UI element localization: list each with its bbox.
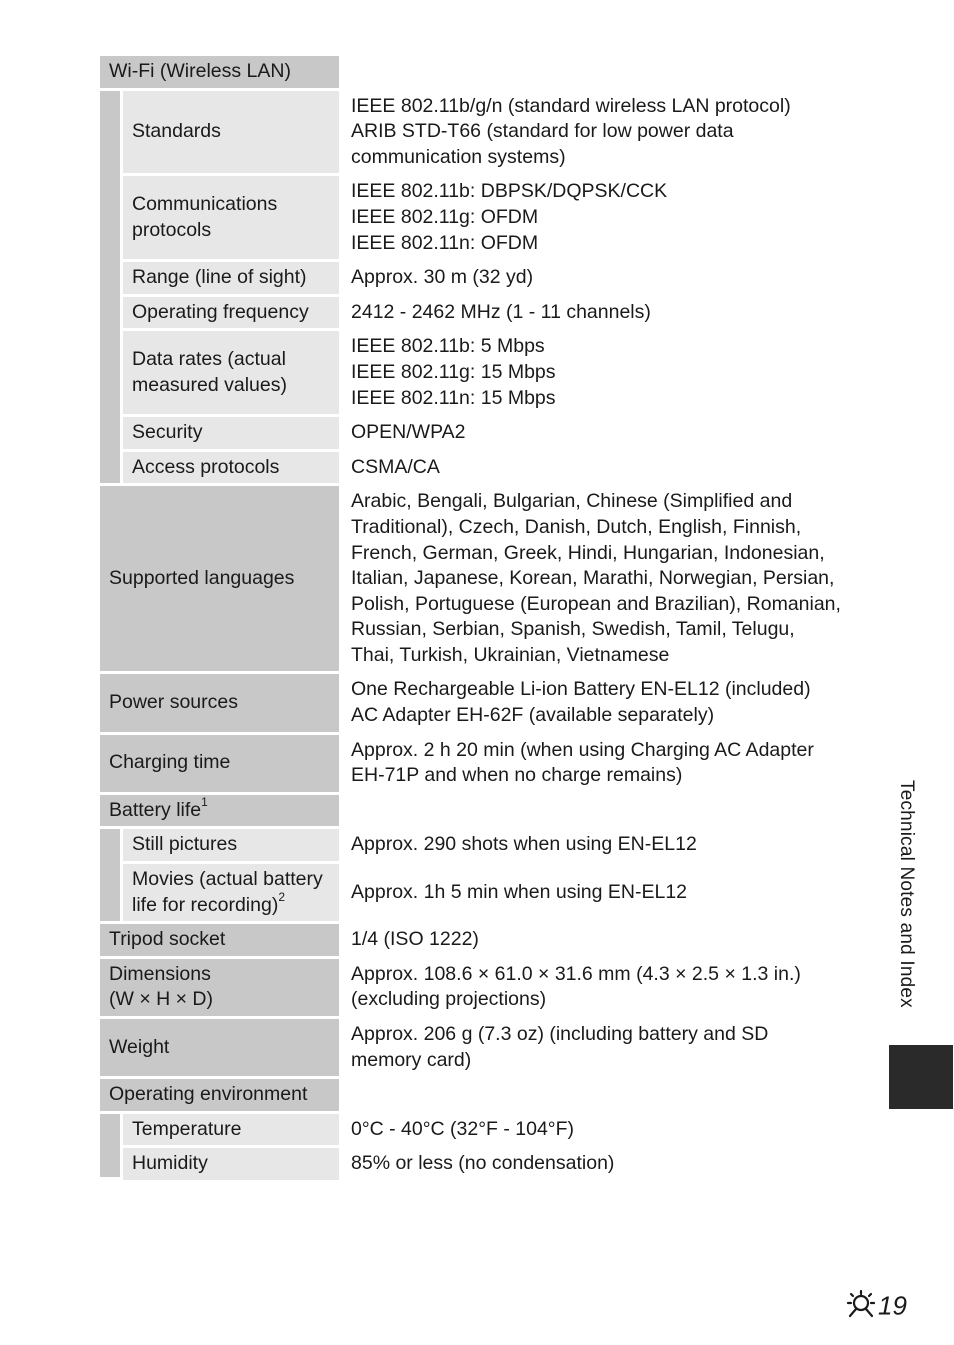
- weight-row: [100, 1019, 850, 1079]
- battery-still-row: [100, 829, 850, 864]
- wifi-header-row: [100, 56, 850, 91]
- wifi-protocols-row: [100, 176, 850, 262]
- dimensions-value: Approx. 108.6 × 61.0 × 31.6 mm (4.3 × 2.5 × 1.3 in.) (excluding projections): [342, 959, 850, 1019]
- power-label: Power sources: [100, 674, 342, 734]
- environment-header-row: [100, 1079, 850, 1114]
- wifi-frequency-label: Operating frequency: [123, 297, 342, 332]
- environment-temperature-label: Temperature: [123, 1114, 342, 1149]
- environment-temperature-value: 0°C - 40°C (32°F - 104°F): [342, 1114, 850, 1149]
- battery-movies-row: [100, 864, 850, 924]
- page-number: [846, 1289, 907, 1326]
- wifi-datarates-row: [100, 331, 850, 417]
- charging-row: [100, 735, 850, 795]
- charging-label: Charging time: [100, 735, 342, 795]
- wifi-protocols-value: IEEE 802.11b: DBPSK/DQPSK/CCK IEEE 802.11g: OFDM IEEE 802.11n: OFDM: [342, 176, 850, 262]
- tripod-value: 1/4 (ISO 1222): [342, 924, 850, 959]
- wifi-value-empty: [342, 56, 850, 91]
- environment-humidity-label: Humidity: [123, 1148, 342, 1180]
- side-section-label: Technical Notes and Index: [896, 780, 917, 1008]
- battery-movies-footnote-mark: 2: [278, 890, 285, 905]
- side-section-tab: [889, 1045, 953, 1109]
- languages-row: [100, 486, 850, 674]
- languages-label: Supported languages: [100, 486, 342, 674]
- wifi-group-bar: [100, 91, 123, 487]
- wifi-standards-label: Standards: [123, 91, 342, 177]
- technical-notes-icon: [846, 1289, 876, 1326]
- battery-group-bar: [100, 829, 123, 924]
- wifi-protocols-label: Communications protocols: [123, 176, 342, 262]
- environment-humidity-value: 85% or less (no condensation): [342, 1148, 850, 1180]
- wifi-security-value: OPEN/WPA2: [342, 417, 850, 452]
- wifi-access-label: Access protocols: [123, 452, 342, 487]
- wifi-datarates-label: Data rates (actual measured values): [123, 331, 342, 417]
- battery-label: [100, 795, 342, 830]
- environment-group-bar: [100, 1114, 123, 1180]
- dimensions-row: [100, 959, 850, 1019]
- tripod-label: Tripod socket: [100, 924, 342, 959]
- battery-value-empty: [342, 795, 850, 830]
- battery-label-text: Battery life: [109, 798, 202, 821]
- environment-label: Operating environment: [100, 1079, 342, 1114]
- environment-temperature-row: [100, 1114, 850, 1149]
- battery-movies-label: [123, 864, 342, 924]
- wifi-standards-value: IEEE 802.11b/g/n (standard wireless LAN protocol) ARIB STD-T66 (standard for low power data communication systems): [342, 91, 850, 177]
- battery-still-label: Still pictures: [123, 829, 342, 864]
- page-number-text: 19: [878, 1290, 907, 1321]
- wifi-datarates-value: IEEE 802.11b: 5 Mbps IEEE 802.11g: 15 Mbps IEEE 802.11n: 15 Mbps: [342, 331, 850, 417]
- languages-value: Arabic, Bengali, Bulgarian, Chinese (Simplified and Traditional), Czech, Danish, Dutch, English, Finnish, French, German, Greek, Hindi, Hungarian, Indonesian, Italian, Japanese, Korean, Marathi, Norwegian, Persian, Polish, Portuguese (European and Brazilian), Romanian, Russian, Serbian, Spanish, Swedish, Tamil, Telugu, Thai, Turkish, Ukrainian, Vietnamese: [342, 486, 850, 674]
- wifi-access-row: [100, 452, 850, 487]
- battery-still-value: Approx. 290 shots when using EN-EL12: [342, 829, 850, 864]
- battery-movies-label-text: Movies (actual battery life for recording): [132, 868, 323, 916]
- weight-label: Weight: [100, 1019, 342, 1079]
- tripod-row: [100, 924, 850, 959]
- battery-header-row: [100, 795, 850, 830]
- battery-footnote-mark: 1: [201, 795, 208, 810]
- spec-table: [100, 56, 850, 1180]
- wifi-security-row: [100, 417, 850, 452]
- wifi-range-label: Range (line of sight): [123, 262, 342, 297]
- weight-value: Approx. 206 g (7.3 oz) (including battery and SD memory card): [342, 1019, 850, 1079]
- charging-value: Approx. 2 h 20 min (when using Charging AC Adapter EH-71P and when no charge remains): [342, 735, 850, 795]
- battery-movies-value: Approx. 1h 5 min when using EN-EL12: [342, 864, 850, 924]
- wifi-security-label: Security: [123, 417, 342, 452]
- wifi-standards-row: [100, 91, 850, 177]
- environment-humidity-row: [100, 1148, 850, 1180]
- dimensions-label: Dimensions (W × H × D): [100, 959, 342, 1019]
- wifi-frequency-value: 2412 - 2462 MHz (1 - 11 channels): [342, 297, 850, 332]
- wifi-range-row: [100, 262, 850, 297]
- wifi-access-value: CSMA/CA: [342, 452, 850, 487]
- power-row: [100, 674, 850, 734]
- environment-value-empty: [342, 1079, 850, 1114]
- power-value: One Rechargeable Li-ion Battery EN-EL12 (included) AC Adapter EH-62F (available separately): [342, 674, 850, 734]
- wifi-label: Wi-Fi (Wireless LAN): [100, 56, 342, 91]
- wifi-frequency-row: [100, 297, 850, 332]
- wifi-range-value: Approx. 30 m (32 yd): [342, 262, 850, 297]
